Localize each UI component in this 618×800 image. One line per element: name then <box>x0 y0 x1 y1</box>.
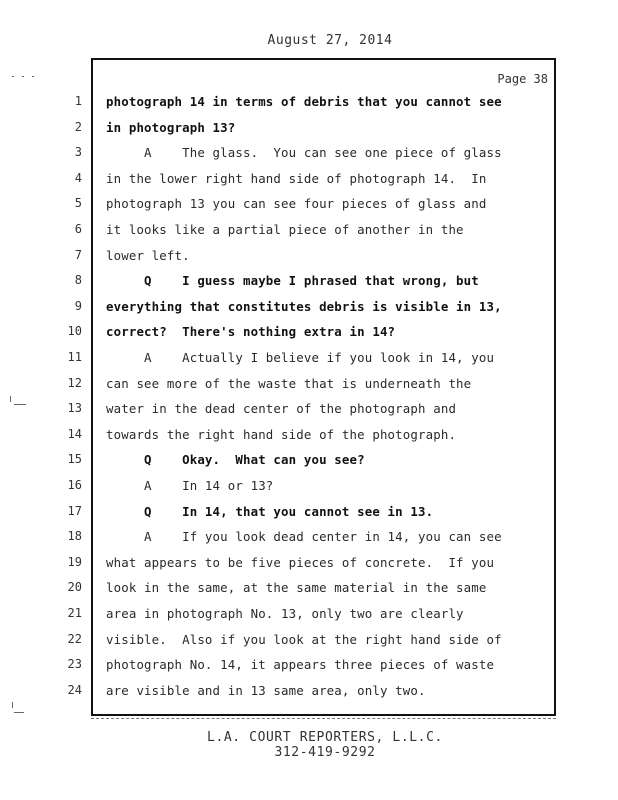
line-number: 5 <box>74 196 82 211</box>
line-number: 23 <box>67 657 82 672</box>
scan-speck <box>10 396 11 402</box>
line-number: 4 <box>74 170 82 185</box>
line-number: 8 <box>74 273 82 288</box>
line-text: photograph 14 in terms of debris that you cannot see <box>106 94 502 109</box>
transcript-line <box>0 376 618 401</box>
line-text: what appears to be five pieces of concrete. If you <box>106 554 495 570</box>
line-number: 18 <box>67 529 82 544</box>
transcript-line <box>0 145 618 170</box>
line-number: 24 <box>67 682 82 697</box>
line-number: 19 <box>67 554 82 569</box>
transcript-line <box>0 120 618 145</box>
transcript-line <box>0 273 618 298</box>
line-text: towards the right hand side of the photograph. <box>106 426 457 442</box>
transcript-line <box>0 632 618 657</box>
line-number: 3 <box>74 145 82 160</box>
transcript-line <box>0 171 618 196</box>
transcript-line <box>0 350 618 375</box>
line-text: correct? There's nothing extra in 14? <box>106 324 396 340</box>
transcript-line <box>0 606 618 631</box>
bottom-rule <box>91 716 556 719</box>
header-date: August 27, 2014 <box>267 33 393 48</box>
transcript-line <box>0 555 618 580</box>
transcript-line <box>0 401 618 426</box>
footer-company: L.A. COURT REPORTERS, L.L.C. <box>207 730 443 745</box>
line-text: lower left. <box>106 247 190 263</box>
line-text: it looks like a partial piece of another in the <box>106 222 464 237</box>
transcript-line <box>0 657 618 682</box>
line-text: area in photograph No. 13, only two are clearly <box>106 606 464 621</box>
line-number: 16 <box>67 478 82 492</box>
scan-speck <box>32 76 34 77</box>
line-text: A The glass. You can see one piece of glass <box>106 145 502 161</box>
line-text: A If you look dead center in 14, you can see <box>106 529 502 545</box>
line-text: in the lower right hand side of photograph 14. In <box>106 170 487 186</box>
transcript-line <box>0 248 618 273</box>
transcript-line <box>0 504 618 529</box>
line-number: 2 <box>74 119 82 134</box>
line-number: 6 <box>74 222 82 236</box>
line-number: 12 <box>67 375 82 390</box>
scan-speck <box>12 702 13 708</box>
line-number: 20 <box>67 580 82 595</box>
line-number: 7 <box>74 247 82 262</box>
line-text: everything that constitutes debris is visible in 13, <box>106 298 502 314</box>
line-number: 21 <box>67 606 82 620</box>
transcript-line <box>0 529 618 554</box>
line-text: look in the same, at the same material in the same <box>106 580 487 596</box>
transcript-line <box>0 683 618 708</box>
line-text: Q I guess maybe I phrased that wrong, but <box>106 273 479 289</box>
transcript-line <box>0 478 618 503</box>
transcript-line <box>0 94 618 119</box>
line-text: visible. Also if you look at the right hand side of <box>106 631 502 647</box>
line-number: 11 <box>67 350 82 364</box>
line-number: 17 <box>67 503 82 518</box>
line-text: in photograph 13? <box>106 119 236 135</box>
line-number: 14 <box>67 426 82 441</box>
scan-speck <box>22 76 24 77</box>
line-text: photograph 13 you can see four pieces of glass and <box>106 196 487 212</box>
transcript-line <box>0 427 618 452</box>
transcript-line <box>0 580 618 605</box>
line-text: Q Okay. What can you see? <box>106 452 365 468</box>
line-text: A Actually I believe if you look in 14, you <box>106 350 495 365</box>
line-number: 13 <box>67 401 82 416</box>
scan-speck <box>12 76 14 77</box>
line-text: Q In 14, that you cannot see in 13. <box>106 503 434 519</box>
transcript-line <box>0 196 618 221</box>
line-number: 1 <box>74 94 82 108</box>
transcript-line <box>0 222 618 247</box>
line-text: photograph No. 14, it appears three pieces of waste <box>106 657 495 673</box>
line-text: A In 14 or 13? <box>106 478 274 493</box>
line-number: 15 <box>67 452 82 467</box>
line-number: 22 <box>67 631 82 646</box>
line-text: can see more of the waste that is underneath the <box>106 375 472 391</box>
footer-phone: 312-419-9292 <box>274 745 376 760</box>
scan-speck <box>14 712 24 713</box>
scan-speck <box>14 404 26 405</box>
line-number: 9 <box>74 298 82 313</box>
line-number: 10 <box>67 324 82 339</box>
transcript-line <box>0 452 618 477</box>
line-text: are visible and in 13 same area, only two. <box>106 682 426 698</box>
transcript-line <box>0 324 618 349</box>
transcript-line <box>0 299 618 324</box>
line-text: water in the dead center of the photograph and <box>106 401 457 417</box>
page-number: Page 38 <box>497 72 548 86</box>
